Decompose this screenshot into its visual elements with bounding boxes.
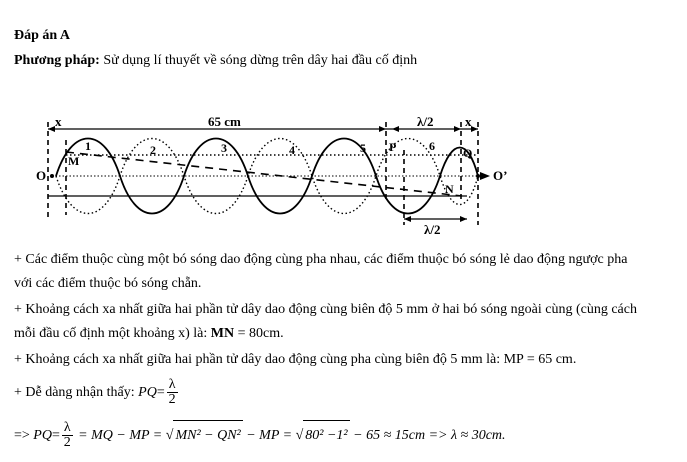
- p5-fraction: [62, 421, 73, 450]
- point-o-prime: [476, 174, 480, 178]
- p4-num: λ: [168, 377, 176, 393]
- point-o: [50, 174, 54, 178]
- paragraph-5: [14, 420, 506, 451]
- loop-label-1: 1: [85, 139, 91, 153]
- label-m: M: [68, 154, 80, 168]
- p5-eq: =: [51, 428, 60, 443]
- label-o-prime: O’: [493, 168, 508, 183]
- p5-lhs: PQ: [33, 428, 52, 443]
- label-65cm: 65 cm: [208, 114, 241, 129]
- p4-fraction: [167, 378, 178, 407]
- label-n: N: [445, 182, 454, 196]
- label-q: Q: [463, 146, 473, 160]
- loop-label-5: 5: [360, 141, 366, 155]
- paragraph-2-line-1: + Khoảng cách xa nhất giữa hai phần tử dây dao động cùng biên độ 5 mm ở hai bó sóng ngoài cùng (cùng cách: [14, 302, 637, 317]
- paragraph-2-line-2: [14, 325, 284, 343]
- loop-label-4: 4: [289, 143, 295, 157]
- arrow-o-prime: [480, 172, 490, 180]
- p5-sqrt-2: 80² −1²: [303, 420, 349, 451]
- p2-text-a: mỗi đầu cố định một khoảng x) là:: [14, 326, 211, 341]
- heading: Đáp án A: [14, 28, 71, 43]
- label-o: O: [36, 168, 47, 183]
- p5-prefix: =>: [14, 428, 34, 443]
- paragraph-4: [14, 378, 180, 408]
- loop-label-2: 2: [150, 143, 156, 157]
- label-p: P: [389, 140, 397, 154]
- paragraph-1-line-2: với các điểm thuộc bó sóng chẵn.: [14, 276, 202, 291]
- paragraph-3: + Khoảng cách xa nhất giữa hai phần tử dây dao động cùng pha cùng biên độ 5 mm là: MP = 65 cm.: [14, 352, 577, 367]
- p5-mid: = MQ − MP =: [74, 428, 166, 443]
- label-lambda2-top: λ/2: [417, 114, 434, 129]
- p5-sqrt-1: MN² − QN²: [173, 420, 242, 451]
- method-label: Phương pháp:: [14, 53, 100, 68]
- p4-prefix: + Dễ dàng nhận thấy:: [14, 385, 139, 400]
- p4-den: 2: [168, 392, 176, 408]
- label-lambda2-bottom: λ/2: [424, 222, 441, 237]
- p4-eq: =: [156, 385, 165, 400]
- label-x-left: x: [55, 114, 62, 129]
- p5-num: λ: [63, 420, 71, 436]
- sqrt-sign-2: √: [295, 428, 304, 443]
- label-x-right: x: [465, 114, 472, 129]
- loop-label-6: 6: [429, 139, 435, 153]
- p5-tail: − 65 ≈ 15cm => λ ≈ 30cm.: [349, 428, 506, 443]
- p4-lhs: PQ: [138, 385, 157, 400]
- p2-text-c: = 80cm.: [234, 326, 284, 341]
- paragraph-1-line-1: + Các điểm thuộc cùng một bó sóng dao động cùng pha nhau, các điểm thuộc bó sóng lẻ dao động ngược pha: [14, 252, 628, 267]
- sqrt-sign-1: √: [165, 428, 174, 443]
- method-text: Sử dụng lí thuyết về sóng dừng trên dây hai đầu cố định: [99, 53, 418, 68]
- loop-label-3: 3: [221, 141, 227, 155]
- p5-den: 2: [63, 435, 71, 451]
- p2-text-mn: MN: [210, 326, 235, 341]
- p5-mid2: − MP =: [242, 428, 296, 443]
